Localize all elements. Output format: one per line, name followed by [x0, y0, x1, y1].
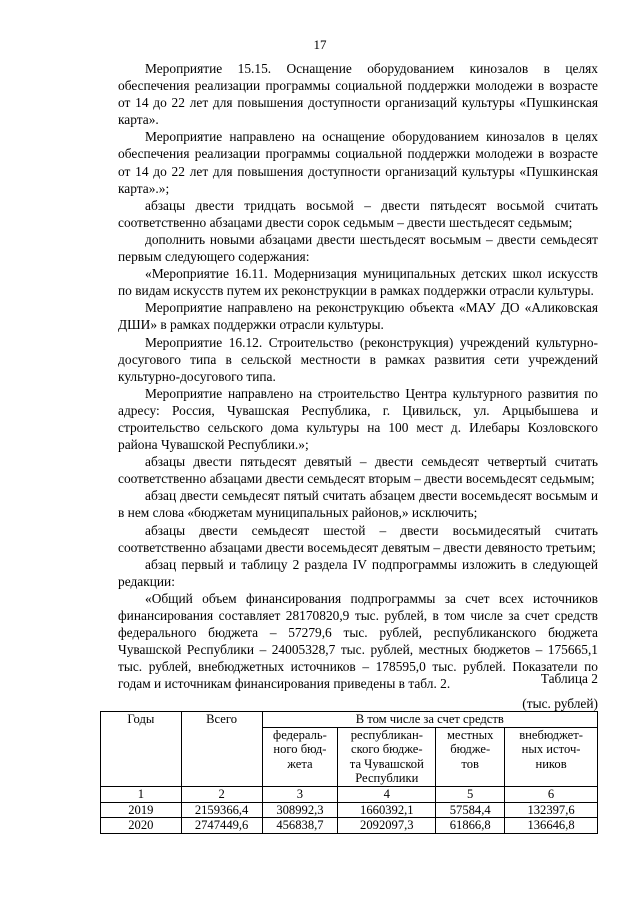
column-number: 1: [101, 786, 182, 802]
table-row: [101, 802, 598, 818]
column-number: 4: [338, 786, 436, 802]
table-caption: Таблица 2: [540, 671, 598, 686]
table-cell: 61866,8: [436, 818, 505, 834]
table-cell: 1660392,1: [338, 802, 436, 818]
header-sources-group: В том числе за счет средств: [262, 712, 597, 728]
paragraph: Мероприятие направлено на строительство Центра культурного развития по адресу: Россия, Чувашская Республика, г. Цивильск, ул. Арцыбышева и строительство сельского дома культуры на 100 мест д. Илебары Козловского района Чувашской Республики.»;: [118, 385, 598, 453]
paragraph: Мероприятие направлено на оснащение оборудованием кинозалов в целях обеспечения реализации программы социальной поддержки молодежи в возрасте от 14 до 22 лет для повышения доступности организаций культуры «Пушкинская карта».»;: [118, 129, 598, 196]
document-body: [118, 60, 598, 692]
table-cell: 2159366,4: [181, 802, 262, 818]
header-republic: республикан- ского бюдже- та Чувашской Республики: [338, 727, 436, 786]
paragraph: Мероприятие направлено на реконструкцию объекта «МАУ ДО «Аликовская ДШИ» в рамках поддержки отрасли культуры.: [118, 300, 598, 333]
paragraph: абзац первый и таблицу 2 раздела IV подпрограммы изложить в следующей редакции:: [118, 556, 598, 589]
column-number: 6: [505, 786, 598, 802]
paragraph: абзацы двести пятьдесят девятый – двести семьдесят четвертый считать соответственно абзацами двести семьдесят вторым – двести восемьдесят седьмым;: [118, 454, 598, 487]
column-number: 3: [262, 786, 338, 802]
table-units: (тыс. рублей): [522, 696, 598, 711]
header-local: местных бюдже- тов: [436, 727, 505, 786]
header-federal: федераль- ного бюд- жета: [262, 727, 338, 786]
table-cell: 456838,7: [262, 818, 338, 834]
paragraph: абзац двести семьдесят пятый считать абзацем двести восемьдесят восьмым и в нем слова «бюджетам муниципальных районов,» исключить;: [118, 488, 598, 521]
table-cell: 57584,4: [436, 802, 505, 818]
paragraph: «Мероприятие 16.11. Модернизация муниципальных детских школ искусств по видам искусств путем их реконструкции в рамках поддержки отрасли культуры.: [118, 266, 598, 299]
table-cell: 2747449,6: [181, 818, 262, 834]
table-cell: 136646,8: [505, 818, 598, 834]
paragraph: Мероприятие 16.12. Строительство (реконструкция) учреждений культурно-досугового типа в сельской местности в рамках развития сети учреждений культурно-досугового типа.: [118, 334, 598, 384]
table-number-row: [101, 786, 598, 802]
table-header-row: [101, 712, 598, 728]
column-number: 5: [436, 786, 505, 802]
paragraph: абзацы двести семьдесят шестой – двести восьмидесятый считать соответственно абзацами двести восемьдесят девятым – двести девяносто третьим;: [118, 522, 598, 555]
paragraph: «Общий объем финансирования подпрограммы за счет всех источников финансирования составляет 28170820,9 тыс. рублей, в том числе за счет средств федерального бюджета – 57279,6 тыс. рублей, республиканского бюджета Чувашской Республики – 24005328,7 тыс. рублей, местных бюджетов – 175665,1 тыс. рублей, внебюджетных источников – 178595,0 тыс. рублей. Показатели по годам и источникам финансирования приведены в табл. 2.: [118, 590, 598, 692]
financing-table: [100, 711, 598, 834]
paragraph: Мероприятие 15.15. Оснащение оборудованием кинозалов в целях обеспечения реализации программы социальной поддержки молодежи в возрасте от 14 до 22 лет для повышения доступности организаций культуры «Пушкинская карта».: [118, 61, 598, 128]
table-row: [101, 818, 598, 834]
table-cell: 2019: [101, 802, 182, 818]
table-cell: 2020: [101, 818, 182, 834]
paragraph: абзацы двести тридцать восьмой – двести пятьдесят восьмой считать соответственно абзацами двести сорок седьмым – двести шестьдесят седьмым;: [118, 197, 598, 230]
table-cell: 308992,3: [262, 802, 338, 818]
page-number: 17: [313, 37, 327, 52]
table-cell: 132397,6: [505, 802, 598, 818]
table-cell: 2092097,3: [338, 818, 436, 834]
header-years: Годы: [101, 712, 182, 787]
paragraph: дополнить новыми абзацами двести шестьдесят восьмым – двести семьдесят первым следующего содержания:: [118, 231, 598, 265]
header-extra: внебюджет- ных источ- ников: [505, 727, 598, 786]
header-total: Всего: [181, 712, 262, 787]
column-number: 2: [181, 786, 262, 802]
